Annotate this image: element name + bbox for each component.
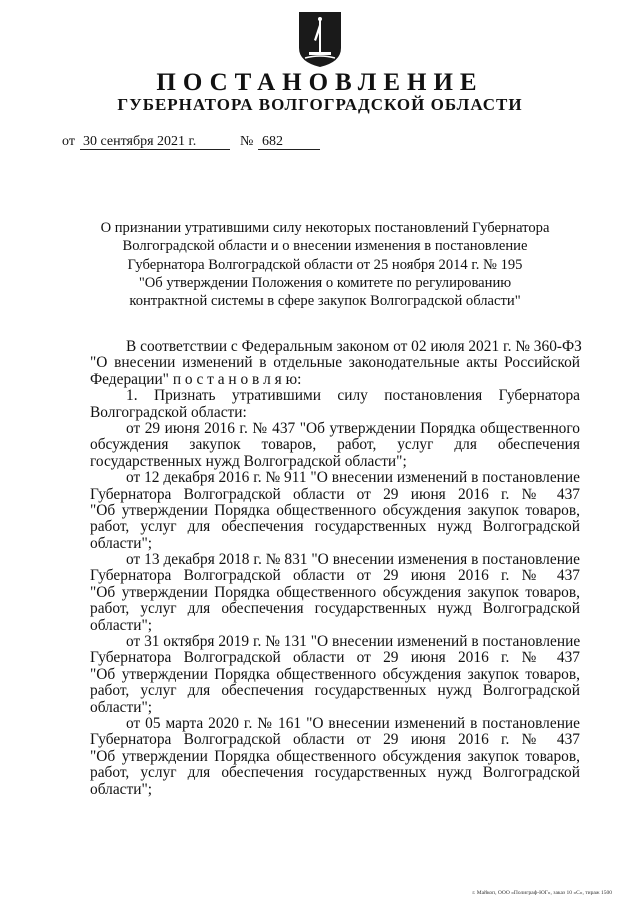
body-line: области"; xyxy=(90,780,153,798)
body-line: "О внесении изменений в отдельные законодательные акты Российской xyxy=(90,354,580,372)
body-line: от 29 июня 2016 г. № 437 "Об утверждении Порядка общественного xyxy=(126,419,580,437)
number-label: № xyxy=(240,134,254,149)
decree-number: 682 xyxy=(262,134,283,149)
date-prefix: от xyxy=(62,134,75,149)
body-line: Губернатора Волгоградской области от 29 июня 2016 г. № 437 xyxy=(90,731,580,749)
body-line: от 31 октября 2019 г. № 131 "О внесении изменений в постановление xyxy=(126,633,581,651)
body-line: Волгоградской области: xyxy=(90,403,247,421)
decree-subject xyxy=(80,219,570,310)
subject-line: контрактной системы в сфере закупок Волгоградской области" xyxy=(129,293,521,310)
date-underline xyxy=(80,149,230,150)
subject-line: О признании утратившими силу некоторых постановлений Губернатора xyxy=(100,220,550,236)
body-line: работ, услуг для обеспечения государственных нужд Волгоградской xyxy=(90,600,580,618)
subject-line: "Об утверждении Положения о комитете по регулированию xyxy=(138,274,512,291)
body-line: области"; xyxy=(90,534,153,552)
body-line: Федерации" п о с т а н о в л я ю: xyxy=(90,370,302,388)
body-line: области"; xyxy=(90,698,153,716)
body-line: от 13 декабря 2018 г. № 831 "О внесении изменения в постановление xyxy=(126,551,580,569)
body-line: "Об утверждении Порядка общественного обсуждения закупок товаров, xyxy=(90,747,580,765)
body-line: работ, услуг для обеспечения государственных нужд Волгоградской xyxy=(90,518,580,536)
document-subtitle: ГУБЕРНАТОРА ВОЛГОГРАДСКОЙ ОБЛАСТИ xyxy=(117,95,523,114)
body-line: от 05 марта 2020 г. № 161 "О внесении изменений в постановление xyxy=(126,714,580,732)
body-line: от 12 декабря 2016 г. № 911 "О внесении изменений в постановление xyxy=(126,469,580,487)
body-line: "Об утверждении Порядка общественного обсуждения закупок товаров, xyxy=(90,501,580,519)
body-line: Губернатора Волгоградской области от 29 июня 2016 г. № 437 xyxy=(90,649,580,667)
body-line: "Об утверждении Порядка общественного обсуждения закупок товаров, xyxy=(90,665,580,683)
subject-line: Волгоградской области и о внесении изменения в постановление xyxy=(122,238,528,255)
number-underline xyxy=(258,149,320,150)
body-line: "Об утверждении Порядка общественного обсуждения закупок товаров, xyxy=(90,583,580,601)
print-imprint: г. Майкоп, ООО «Полиграф-ЮГ», заказ 10 «С», тираж 1500 xyxy=(472,890,612,896)
body-line: Губернатора Волгоградской области от 29 июня 2016 г. № 437 xyxy=(90,485,580,503)
body-line: работ, услуг для обеспечения государственных нужд Волгоградской xyxy=(90,764,580,782)
body-line: государственных нужд Волгоградской области"; xyxy=(90,452,407,470)
document-title: ПОСТАНОВЛЕНИЕ xyxy=(156,69,484,96)
body-line: обсуждения закупок товаров, работ, услуг для обеспечения xyxy=(90,436,580,454)
subject-line: Губернатора Волгоградской области от 25 ноября 2014 г. № 195 xyxy=(127,256,523,273)
body-line: области"; xyxy=(90,616,153,634)
body-line: 1. Признать утратившими силу постановления Губернатора xyxy=(126,387,580,405)
body-line: В соответствии с Федеральным законом от 02 июля 2021 г. № 360-ФЗ xyxy=(126,338,582,355)
decree-body xyxy=(90,339,580,798)
decree-date: 30 сентября 2021 г. xyxy=(83,134,197,149)
body-line: работ, услуг для обеспечения государственных нужд Волгоградской xyxy=(90,682,580,700)
body-line: Губернатора Волгоградской области от 29 июня 2016 г. № 437 xyxy=(90,567,580,585)
coat-of-arms-icon xyxy=(297,10,343,68)
